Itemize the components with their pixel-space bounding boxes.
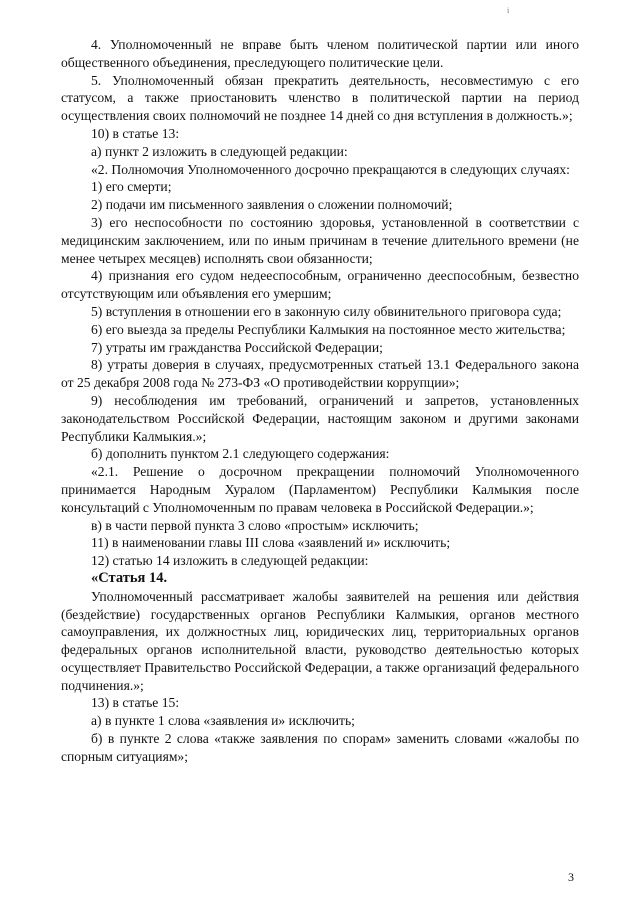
paragraph: 11) в наименовании главы III слова «заявлений и» исключить; bbox=[91, 535, 451, 551]
paragraph: б) дополнить пунктом 2.1 следующего содержания: bbox=[91, 446, 390, 462]
paragraph: «2. Полномочия Уполномоченного досрочно прекращаются в следующих случаях: bbox=[91, 161, 570, 177]
paragraph: 4) признания его судом недееспособным, ограниченно дееспособным, безвестно отсутствующим или объявления его умершим; bbox=[61, 268, 579, 302]
paragraph: а) в пункте 1 слова «заявления и» исключить; bbox=[91, 713, 355, 729]
paragraph: 13) в статье 15: bbox=[91, 695, 180, 711]
paragraph: 9) несоблюдения им требований, ограничений и запретов, установленных законодательством Российской Федерации, настоящим законом и другими законами Республики Калмыкия.»; bbox=[61, 392, 579, 444]
paragraph: б) в пункте 2 слова «также заявления по спорам» заменить словами «жалобы по спорным ситуациям»; bbox=[61, 731, 579, 764]
paragraph: 5. Уполномоченный обязан прекратить деятельность, несовместимую с его статусом, а также приостановить членство в политической партии на период осуществления своих полномочий не позднее 14 дней со дня вступления в должность.»; bbox=[61, 72, 579, 124]
paragraph: 1) его смерти; bbox=[91, 179, 172, 195]
top-mark: i bbox=[507, 6, 510, 15]
paragraph: «2.1. Решение о досрочном прекращении полномочий Уполномоченного принимается Народным Хуралом (Парламентом) Республики Калмыкия после консультаций с Уполномоченным по правам человека в Российской Федерации.»; bbox=[61, 464, 579, 515]
paragraph: 5) вступления в отношении его в законную силу обвинительного приговора суда; bbox=[91, 303, 562, 319]
paragraph: 8) утраты доверия в случаях, предусмотренных статьей 13.1 Федерального закона от 25 декабря 2008 года № 273-ФЗ «О противодействии коррупции»; bbox=[61, 357, 579, 391]
paragraph: 7) утраты им гражданства Российской Федерации; bbox=[91, 339, 383, 355]
paragraph: а) пункт 2 изложить в следующей редакции: bbox=[91, 143, 348, 159]
paragraph: 12) статью 14 изложить в следующей редакции: bbox=[91, 553, 369, 569]
paragraph: 3) его неспособности по состоянию здоровья, установленной в соответствии с медицинским заключением, или по иным причинам в течение длительного времени (не менее четырех месяцев) исполнять свои обязанности; bbox=[61, 214, 579, 266]
paragraph: 6) его выезда за пределы Республики Калмыкия на постоянное место жительства; bbox=[91, 321, 566, 337]
paragraph: 4. Уполномоченный не вправе быть членом политической партии или иного общественного объединения, преследующего политические цели. bbox=[61, 37, 579, 70]
paragraph: 10) в статье 13: bbox=[91, 125, 180, 141]
document-body bbox=[61, 36, 579, 766]
paragraph: в) в части первой пункта 3 слово «простым» исключить; bbox=[91, 517, 419, 533]
page-number: 3 bbox=[568, 870, 574, 884]
paragraph: Уполномоченный рассматривает жалобы заявителей на решения или действия (бездействие) государственных органов Республики Калмыкия, органов местного самоуправления, их должностных лиц, юридических лиц, территориальных органов федеральных органов исполнительной власти, руководство деятельностью которых осуществляет Правительство Российской Федерации, а также организаций федерального подчинения.»; bbox=[61, 588, 579, 693]
paragraph: 2) подачи им письменного заявления о сложении полномочий; bbox=[91, 197, 453, 213]
article-heading: «Статья 14. bbox=[91, 569, 168, 586]
